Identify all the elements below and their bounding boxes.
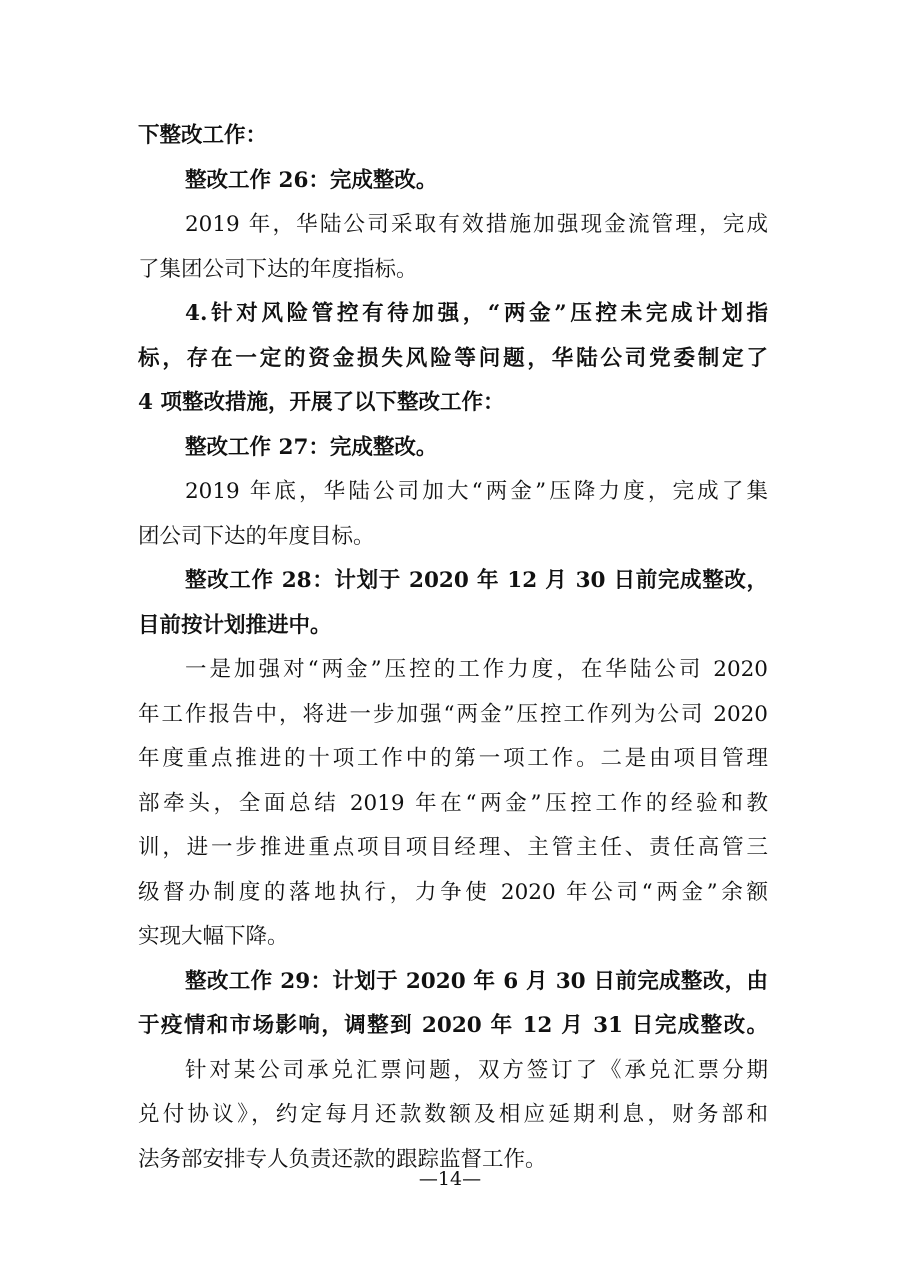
text-line-9: 2019 年底，华陆公司加大“两金”压降力度，完成了集 bbox=[185, 479, 768, 504]
text-line-18: 级督办制度的落地执行，力争使 2020 年公司“两金”余额 bbox=[138, 879, 768, 905]
rectification-27-heading: 整改工作 27：完成整改。 bbox=[185, 434, 438, 460]
text-line-19: 实现大幅下降。 bbox=[138, 924, 289, 949]
item-4-heading-line-3: 4 项整改措施，开展了以下整改工作： bbox=[138, 390, 505, 415]
text-line-13: 一是加强对“两金”压控的工作力度，在华陆公司 2020 bbox=[185, 657, 768, 682]
text-line-23: 兑付协议》，约定每月还款数额及相应延期利息，财务部和 bbox=[138, 1102, 768, 1127]
rectification-28-heading-line-1: 整改工作 28：计划于 2020 年 12 月 30 日前完成整改， bbox=[185, 568, 768, 593]
text-line-1: 下整改工作： bbox=[138, 123, 268, 148]
text-line-17: 训，进一步推进重点项目项目经理、主管主任、责任高管三 bbox=[138, 835, 768, 860]
page-number: —14— bbox=[418, 1168, 482, 1190]
text-line-14: 年工作报告中，将进一步加强“两金”压控工作列为公司 2020 bbox=[138, 701, 768, 727]
rectification-29-heading-line-2: 于疫情和市场影响，调整到 2020 年 12 月 31 日完成整改。 bbox=[138, 1013, 768, 1038]
item-4-heading-line-1: 4.针对风险管控有待加强，“两金”压控未完成计划指 bbox=[185, 301, 768, 326]
rectification-29-heading-line-1: 整改工作 29：计划于 2020 年 6 月 30 日前完成整改，由 bbox=[185, 968, 768, 994]
document-body bbox=[138, 114, 768, 1182]
text-line-3: 2019 年，华陆公司采取有效措施加强现金流管理，完成 bbox=[185, 212, 768, 237]
text-line-22: 针对某公司承兑汇票问题，双方签订了《承兑汇票分期 bbox=[185, 1057, 768, 1083]
item-4-heading-line-2: 标，存在一定的资金损失风险等问题，华陆公司党委制定了 bbox=[138, 345, 768, 371]
rectification-28-heading-line-2: 目前按计划推进中。 bbox=[138, 612, 332, 638]
text-line-16: 部牵头，全面总结 2019 年在“两金”压控工作的经验和教 bbox=[138, 790, 768, 816]
text-line-10: 团公司下达的年度目标。 bbox=[138, 523, 375, 549]
rectification-26-heading: 整改工作 26：完成整改。 bbox=[185, 167, 438, 193]
text-line-4: 了集团公司下达的年度指标。 bbox=[138, 256, 418, 282]
text-line-24: 法务部安排专人负责还款的跟踪监督工作。 bbox=[138, 1146, 547, 1172]
text-line-15: 年度重点推进的十项工作中的第一项工作。二是由项目管理 bbox=[138, 746, 768, 771]
